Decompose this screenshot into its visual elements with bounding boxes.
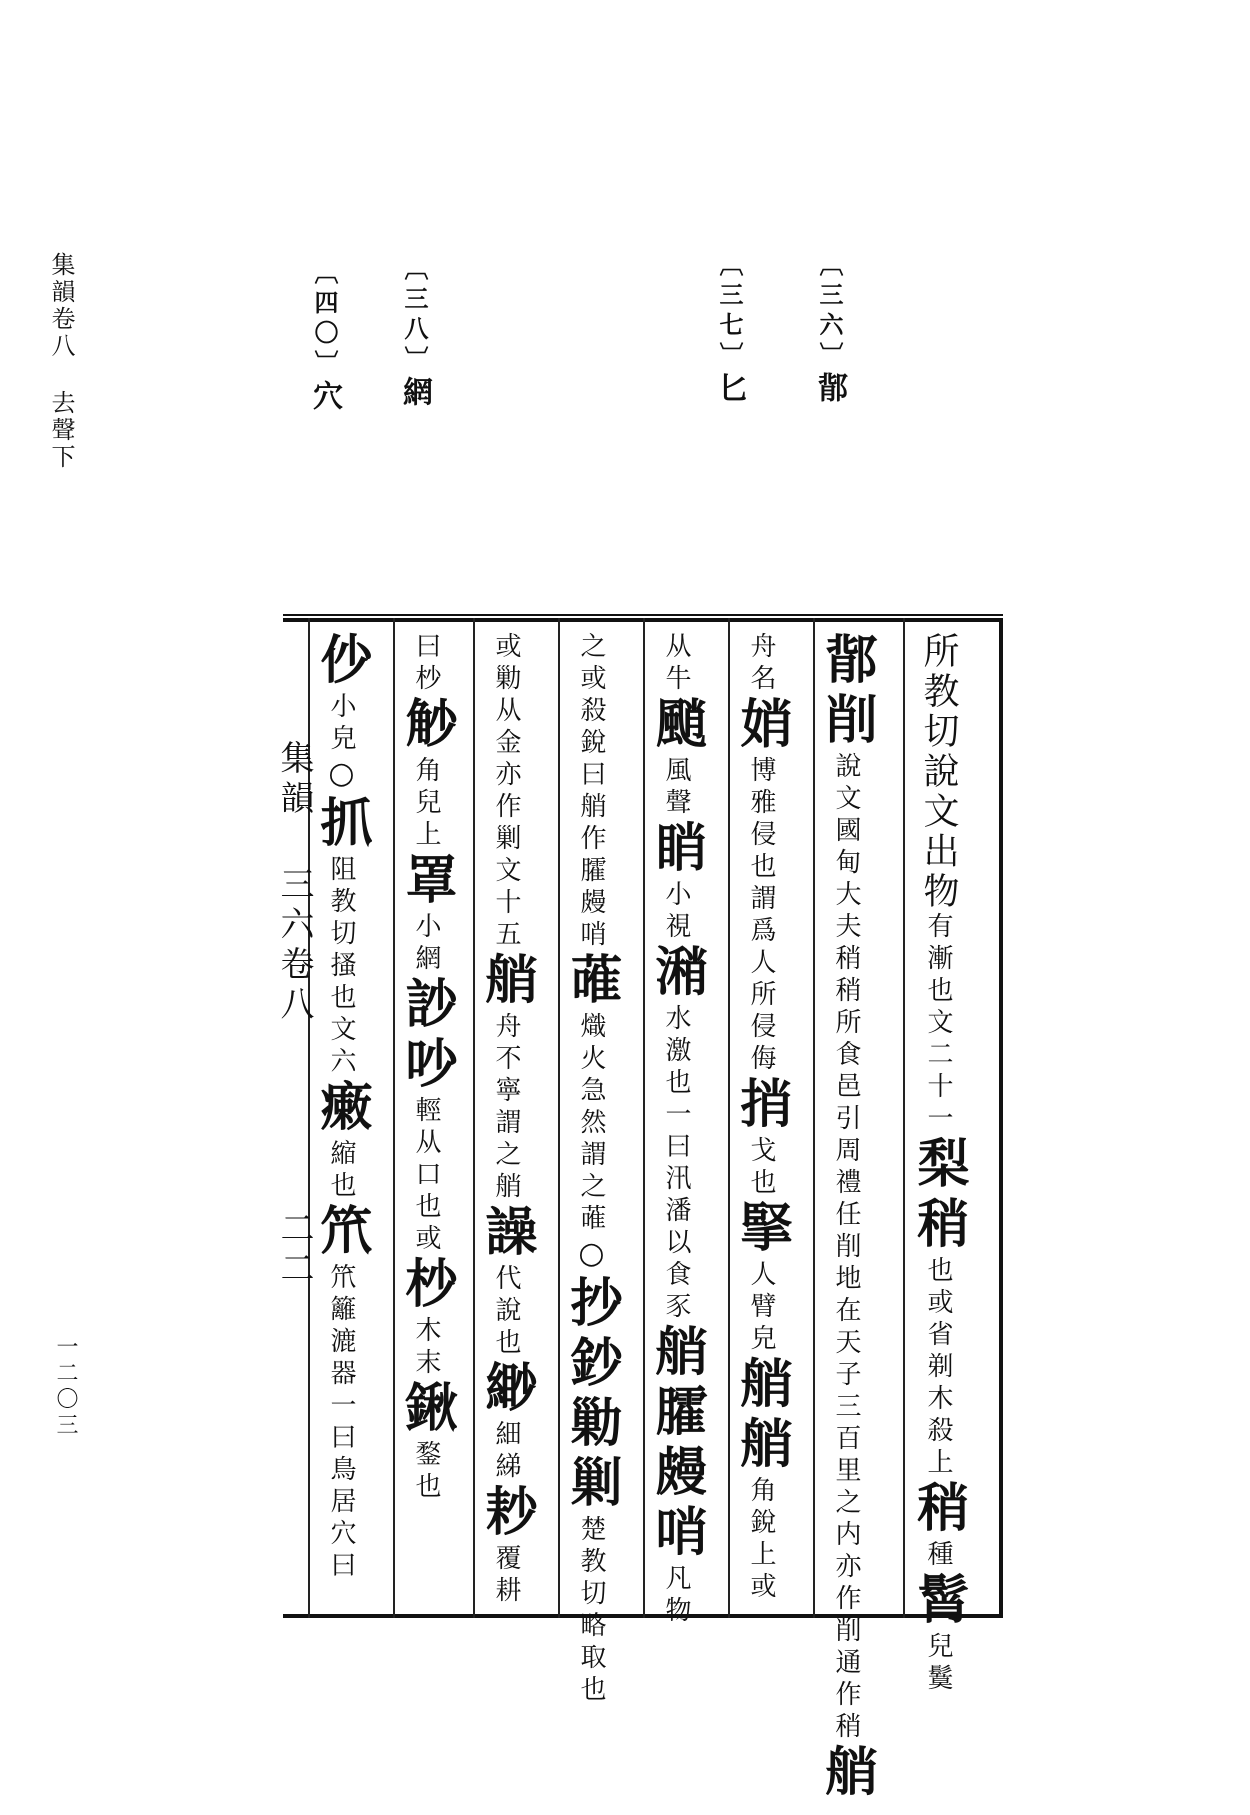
text-segment: 耖	[476, 1484, 537, 1544]
text-segment: 也或	[411, 1192, 441, 1256]
text-segment: 名	[746, 664, 776, 696]
text-segment: 縮	[326, 1139, 356, 1171]
text-column-8	[311, 632, 372, 1583]
text-segment: 譟	[476, 1204, 537, 1264]
text-segment: ○	[324, 756, 359, 795]
block-gutter	[270, 630, 314, 1610]
text-segment: 代說	[491, 1264, 521, 1328]
text-segment: 皃	[326, 724, 356, 756]
text-segment: 从	[661, 632, 691, 664]
text-segment: 種	[923, 1540, 953, 1572]
text-segment: 笊籬漉器一	[326, 1263, 356, 1423]
running-head	[48, 252, 74, 471]
text-segment: 也	[491, 1328, 521, 1360]
text-column-7	[396, 632, 457, 1504]
gutter-leaf-number: 二二	[274, 1210, 314, 1290]
text-segment: 緲	[476, 1360, 537, 1420]
text-segment: 人臂	[746, 1260, 776, 1324]
text-segment: 謂之艄	[491, 1108, 521, 1204]
text-column-1	[908, 632, 969, 1696]
text-segment: 小	[411, 912, 441, 944]
text-segment: 也	[746, 1168, 776, 1200]
text-segment: 風	[661, 756, 691, 788]
text-segment: 剃木殺上	[923, 1352, 953, 1480]
text-segment: 耕	[491, 1576, 521, 1608]
text-segment: 或	[491, 632, 521, 664]
text-segment: 髾	[908, 1572, 969, 1632]
column-rule	[728, 618, 730, 1618]
text-segment: 博雅侵也謂	[746, 756, 776, 916]
running-head-section: 去聲下	[47, 390, 75, 471]
text-segment: 戈	[746, 1136, 776, 1168]
text-segment: ○	[574, 1236, 609, 1275]
text-segment: 爲人所侵侮	[746, 916, 776, 1076]
text-segment: 略取也	[576, 1611, 606, 1707]
text-segment: 鬕	[923, 1664, 953, 1696]
text-segment: 颵	[646, 696, 707, 756]
margin-note-37: 〔三七〕匕	[712, 252, 747, 408]
text-segment: 角銳	[746, 1476, 776, 1540]
text-segment: 从金亦作	[491, 696, 521, 824]
text-segment: 所教切說文出物	[918, 632, 959, 912]
text-segment: 牛	[661, 664, 691, 696]
text-segment: 艄艄	[731, 1356, 792, 1476]
text-segment: 抓	[311, 795, 372, 855]
text-segment: 潲	[646, 944, 707, 1004]
text-segment: 娋	[731, 696, 792, 756]
text-segment: 舟	[746, 632, 776, 664]
text-segment: 說文國甸大夫稍稍所食邑引周禮任	[831, 752, 861, 1232]
text-segment: 剿文十五	[491, 824, 521, 952]
margin-note-38: 〔三八〕網	[397, 256, 432, 412]
text-column-3	[731, 632, 792, 1604]
margin-note-36: 〔三六〕鄁	[812, 252, 847, 408]
text-segment: 角	[411, 756, 441, 788]
text-segment: 也	[326, 1171, 356, 1203]
text-segment: 鍪	[411, 1440, 441, 1472]
text-column-4	[646, 632, 707, 1628]
column-rule	[473, 618, 475, 1618]
text-segment: 抄鈔勦剿	[561, 1275, 622, 1515]
text-segment: 兒	[923, 1632, 953, 1664]
text-segment: 也文六	[326, 983, 356, 1079]
text-segment: 木	[411, 1316, 441, 1348]
text-segment: 兒	[411, 788, 441, 820]
text-segment: 罩	[396, 852, 457, 912]
column-rule	[643, 618, 645, 1618]
text-segment: 或	[576, 664, 606, 696]
text-segment: 物	[661, 1596, 691, 1628]
text-segment: 凡	[661, 1564, 691, 1596]
text-segment: 覆	[491, 1544, 521, 1576]
text-segment: 觘	[396, 696, 457, 756]
text-segment: 細	[491, 1420, 521, 1452]
text-segment: 梨稍	[908, 1136, 969, 1256]
text-segment: 視	[661, 912, 691, 944]
running-head-title: 集韻卷八	[47, 252, 75, 360]
text-segment: 吵	[396, 1036, 457, 1096]
text-segment: 勦	[491, 664, 521, 696]
text-segment: 蓶	[561, 952, 622, 1012]
text-segment: 曰鳥居穴曰	[326, 1423, 356, 1583]
text-segment: 仯	[311, 632, 372, 692]
text-segment: 捎	[731, 1076, 792, 1136]
text-segment: 也或省	[923, 1256, 953, 1352]
text-segment: 阻教切搔	[326, 855, 356, 983]
text-segment: 謂之蓶	[576, 1140, 606, 1236]
column-rule	[813, 618, 815, 1618]
text-segment: 杪	[396, 1256, 457, 1316]
text-segment: 網	[411, 944, 441, 976]
column-rule	[558, 618, 560, 1618]
text-segment: 楚教切	[576, 1515, 606, 1611]
text-segment: 从口	[411, 1128, 441, 1192]
text-segment: 皃	[746, 1324, 776, 1356]
text-segment: 睄	[646, 820, 707, 880]
text-segment: 艄	[476, 952, 537, 1012]
text-segment: 綈	[491, 1452, 521, 1484]
text-column-6	[476, 632, 537, 1608]
text-segment: 小	[326, 692, 356, 724]
text-segment: 稍	[908, 1480, 969, 1540]
text-segment: 之	[576, 632, 606, 664]
gutter-title: 集韻 三六卷八	[274, 740, 314, 1026]
margin-note-40: 〔四〇〕穴	[307, 260, 342, 416]
text-segment: 笊	[311, 1203, 372, 1263]
text-segment: 杪	[411, 664, 441, 696]
text-segment: 訬	[396, 976, 457, 1036]
text-segment: 有漸也文二十一	[923, 912, 953, 1136]
text-segment: 小	[661, 880, 691, 912]
text-segment: 水激也一曰	[661, 1004, 691, 1164]
text-segment: 熾火急然	[576, 1012, 606, 1140]
text-segment: 削地在天子三百里之内亦作削通作稍	[831, 1232, 861, 1744]
text-segment: 也	[411, 1472, 441, 1504]
text-segment: 末	[411, 1348, 441, 1380]
text-segment: 瘷	[311, 1079, 372, 1139]
text-segment: 上或	[746, 1540, 776, 1604]
text-segment: 艄	[816, 1744, 877, 1804]
text-segment: 舟不寧	[491, 1012, 521, 1108]
text-column-5	[561, 632, 622, 1707]
text-segment: 殺銳曰艄	[576, 696, 606, 824]
text-segment: 作臛㿸哨	[576, 824, 606, 952]
text-segment: 鄁削	[816, 632, 877, 752]
text-segment: 曰	[411, 632, 441, 664]
text-segment: 艄臛㿸哨	[646, 1324, 707, 1564]
text-segment: 輕	[411, 1096, 441, 1128]
text-segment: 聲	[661, 788, 691, 820]
text-segment: 汛潘以食豕	[661, 1164, 691, 1324]
frame-top-edge	[283, 614, 1003, 616]
column-rule	[393, 618, 395, 1618]
text-segment: 鍬	[396, 1380, 457, 1440]
text-segment: 掔	[731, 1200, 792, 1260]
text-segment: 上	[411, 820, 441, 852]
text-column-2	[816, 632, 877, 1804]
column-rule	[903, 618, 905, 1618]
page-number: 一二〇三	[53, 1335, 78, 1439]
